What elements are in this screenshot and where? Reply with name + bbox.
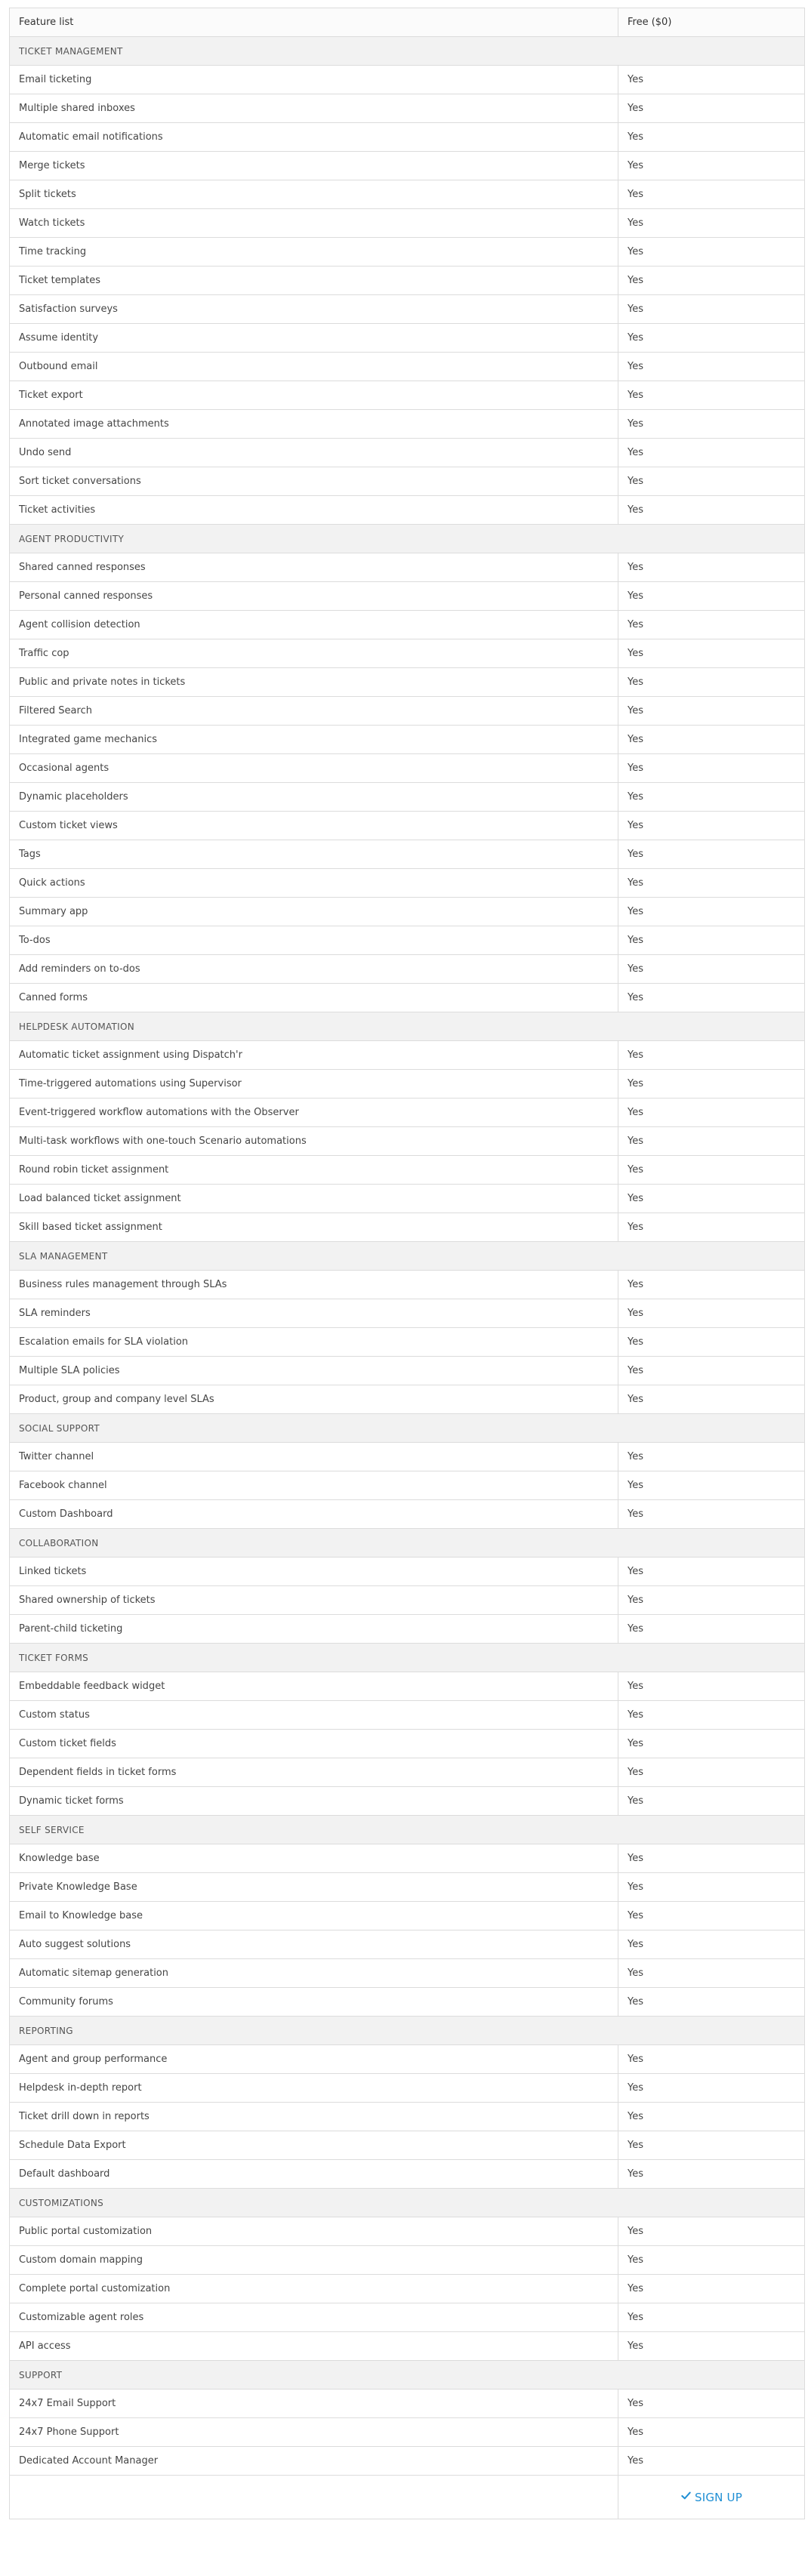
feature-row: [10, 697, 805, 726]
feature-name: Ticket drill down in reports: [10, 2103, 618, 2131]
feature-name: Canned forms: [10, 984, 618, 1012]
feature-name: Dependent fields in ticket forms: [10, 1758, 618, 1787]
pricing-table: [9, 8, 805, 2519]
section-row: [10, 1242, 805, 1271]
feature-value: Yes: [618, 1185, 805, 1213]
feature-value: Yes: [618, 496, 805, 525]
section-title: SOCIAL SUPPORT: [10, 1414, 805, 1443]
feature-value: Yes: [618, 1271, 805, 1299]
feature-name: Multi-task workflows with one-touch Scenario automations: [10, 1127, 618, 1156]
feature-row: [10, 1385, 805, 1414]
feature-row: [10, 439, 805, 467]
feature-row: [10, 1070, 805, 1098]
feature-value: Yes: [618, 467, 805, 496]
feature-value: Yes: [618, 639, 805, 668]
feature-name: Email ticketing: [10, 66, 618, 94]
section-title: SLA MANAGEMENT: [10, 1242, 805, 1271]
feature-row: [10, 1558, 805, 1586]
cta-row: [10, 2476, 805, 2519]
feature-name: Schedule Data Export: [10, 2131, 618, 2160]
feature-name: Merge tickets: [10, 152, 618, 180]
feature-name: Email to Knowledge base: [10, 1902, 618, 1930]
feature-name: API access: [10, 2332, 618, 2361]
feature-row: [10, 1586, 805, 1615]
feature-value: Yes: [618, 1701, 805, 1730]
feature-name: Twitter channel: [10, 1443, 618, 1471]
feature-value: Yes: [618, 2447, 805, 2476]
feature-name: Embeddable feedback widget: [10, 1672, 618, 1701]
cta-empty-cell: [10, 2476, 618, 2519]
feature-value: Yes: [618, 324, 805, 353]
feature-name: Automatic ticket assignment using Dispatch'r: [10, 1041, 618, 1070]
feature-value: Yes: [618, 754, 805, 783]
feature-value: Yes: [618, 1873, 805, 1902]
feature-row: [10, 152, 805, 180]
feature-name: Watch tickets: [10, 209, 618, 238]
feature-name: Shared ownership of tickets: [10, 1586, 618, 1615]
feature-name: Ticket export: [10, 381, 618, 410]
feature-name: Knowledge base: [10, 1844, 618, 1873]
feature-row: [10, 381, 805, 410]
cta-cell: [618, 2476, 805, 2519]
feature-value: Yes: [618, 2217, 805, 2246]
feature-name: Custom domain mapping: [10, 2246, 618, 2275]
section-row: [10, 525, 805, 553]
feature-value: Yes: [618, 1787, 805, 1816]
check-icon: [680, 2490, 692, 2504]
feature-value: Yes: [618, 1041, 805, 1070]
feature-name: Dedicated Account Manager: [10, 2447, 618, 2476]
feature-name: Ticket templates: [10, 267, 618, 295]
feature-value: Yes: [618, 94, 805, 123]
feature-row: [10, 238, 805, 267]
feature-value: Yes: [618, 1471, 805, 1500]
feature-value: Yes: [618, 1098, 805, 1127]
feature-name: Agent and group performance: [10, 2045, 618, 2074]
feature-row: [10, 467, 805, 496]
feature-name: Customizable agent roles: [10, 2303, 618, 2332]
feature-value: Yes: [618, 1328, 805, 1357]
feature-value: Yes: [618, 2303, 805, 2332]
section-title: TICKET MANAGEMENT: [10, 37, 805, 66]
feature-row: [10, 2303, 805, 2332]
section-title: REPORTING: [10, 2017, 805, 2045]
feature-value: Yes: [618, 180, 805, 209]
feature-row: [10, 66, 805, 94]
section-title: SUPPORT: [10, 2361, 805, 2390]
feature-value: Yes: [618, 2418, 805, 2447]
feature-name: To-dos: [10, 926, 618, 955]
feature-value: Yes: [618, 2275, 805, 2303]
section-row: [10, 1816, 805, 1844]
feature-value: Yes: [618, 1500, 805, 1529]
feature-row: [10, 123, 805, 152]
feature-value: Yes: [618, 209, 805, 238]
feature-value: Yes: [618, 267, 805, 295]
feature-name: Ticket activities: [10, 496, 618, 525]
feature-name: Auto suggest solutions: [10, 1930, 618, 1959]
feature-row: [10, 353, 805, 381]
feature-row: [10, 1873, 805, 1902]
feature-name: Escalation emails for SLA violation: [10, 1328, 618, 1357]
feature-value: Yes: [618, 1844, 805, 1873]
plan-column-header: Free ($0): [618, 8, 805, 37]
feature-value: Yes: [618, 1299, 805, 1328]
feature-value: Yes: [618, 1213, 805, 1242]
feature-value: Yes: [618, 1902, 805, 1930]
section-title: AGENT PRODUCTIVITY: [10, 525, 805, 553]
feature-name: Outbound email: [10, 353, 618, 381]
feature-row: [10, 869, 805, 898]
feature-value: Yes: [618, 611, 805, 639]
feature-value: Yes: [618, 2103, 805, 2131]
feature-row: [10, 2390, 805, 2418]
feature-name: Annotated image attachments: [10, 410, 618, 439]
section-row: [10, 1414, 805, 1443]
feature-column-header: Feature list: [10, 8, 618, 37]
feature-name: Integrated game mechanics: [10, 726, 618, 754]
feature-value: Yes: [618, 783, 805, 812]
feature-row: [10, 1959, 805, 1988]
feature-name: Automatic email notifications: [10, 123, 618, 152]
feature-row: [10, 94, 805, 123]
feature-row: [10, 1271, 805, 1299]
feature-name: Filtered Search: [10, 697, 618, 726]
feature-name: Traffic cop: [10, 639, 618, 668]
feature-row: [10, 324, 805, 353]
feature-name: 24x7 Email Support: [10, 2390, 618, 2418]
feature-row: [10, 209, 805, 238]
feature-row: [10, 1041, 805, 1070]
feature-value: Yes: [618, 1758, 805, 1787]
feature-name: Skill based ticket assignment: [10, 1213, 618, 1242]
feature-value: Yes: [618, 2045, 805, 2074]
feature-name: Quick actions: [10, 869, 618, 898]
feature-row: [10, 1758, 805, 1787]
sign-up-label: SIGN UP: [695, 2490, 742, 2504]
feature-row: [10, 2103, 805, 2131]
feature-row: [10, 2332, 805, 2361]
feature-row: [10, 1902, 805, 1930]
feature-name: Tags: [10, 840, 618, 869]
feature-row: [10, 1730, 805, 1758]
feature-value: Yes: [618, 812, 805, 840]
feature-name: SLA reminders: [10, 1299, 618, 1328]
feature-value: Yes: [618, 926, 805, 955]
feature-name: Occasional agents: [10, 754, 618, 783]
feature-name: Multiple shared inboxes: [10, 94, 618, 123]
feature-name: Add reminders on to-dos: [10, 955, 618, 984]
feature-name: Round robin ticket assignment: [10, 1156, 618, 1185]
feature-value: Yes: [618, 295, 805, 324]
table-header-row: [10, 8, 805, 37]
feature-value: Yes: [618, 1672, 805, 1701]
feature-value: Yes: [618, 410, 805, 439]
feature-value: Yes: [618, 2074, 805, 2103]
section-row: [10, 2189, 805, 2217]
feature-name: Multiple SLA policies: [10, 1357, 618, 1385]
feature-name: Sort ticket conversations: [10, 467, 618, 496]
feature-name: Public and private notes in tickets: [10, 668, 618, 697]
feature-name: Custom status: [10, 1701, 618, 1730]
feature-row: [10, 2447, 805, 2476]
feature-name: Business rules management through SLAs: [10, 1271, 618, 1299]
feature-row: [10, 726, 805, 754]
feature-name: Custom ticket fields: [10, 1730, 618, 1758]
feature-row: [10, 898, 805, 926]
feature-row: [10, 1787, 805, 1816]
feature-row: [10, 611, 805, 639]
feature-row: [10, 1615, 805, 1644]
feature-value: Yes: [618, 2131, 805, 2160]
feature-row: [10, 1299, 805, 1328]
feature-row: [10, 1328, 805, 1357]
feature-name: Helpdesk in-depth report: [10, 2074, 618, 2103]
feature-value: Yes: [618, 1443, 805, 1471]
feature-name: Parent-child ticketing: [10, 1615, 618, 1644]
section-row: [10, 2361, 805, 2390]
feature-name: Shared canned responses: [10, 553, 618, 582]
feature-row: [10, 2418, 805, 2447]
feature-row: [10, 639, 805, 668]
feature-row: [10, 180, 805, 209]
feature-name: Complete portal customization: [10, 2275, 618, 2303]
feature-value: Yes: [618, 1730, 805, 1758]
feature-name: Community forums: [10, 1988, 618, 2017]
feature-row: [10, 2074, 805, 2103]
feature-name: Public portal customization: [10, 2217, 618, 2246]
feature-name: Private Knowledge Base: [10, 1873, 618, 1902]
feature-row: [10, 2275, 805, 2303]
feature-name: Split tickets: [10, 180, 618, 209]
feature-row: [10, 2217, 805, 2246]
feature-name: Automatic sitemap generation: [10, 1959, 618, 1988]
section-title: COLLABORATION: [10, 1529, 805, 1558]
section-row: [10, 1529, 805, 1558]
feature-row: [10, 410, 805, 439]
section-title: TICKET FORMS: [10, 1644, 805, 1672]
feature-name: Custom ticket views: [10, 812, 618, 840]
section-title: HELPDESK AUTOMATION: [10, 1012, 805, 1041]
feature-value: Yes: [618, 2246, 805, 2275]
feature-value: Yes: [618, 697, 805, 726]
feature-row: [10, 1185, 805, 1213]
feature-name: Personal canned responses: [10, 582, 618, 611]
feature-row: [10, 1357, 805, 1385]
feature-value: Yes: [618, 1070, 805, 1098]
feature-value: Yes: [618, 123, 805, 152]
feature-name: Product, group and company level SLAs: [10, 1385, 618, 1414]
feature-value: Yes: [618, 582, 805, 611]
feature-value: Yes: [618, 1127, 805, 1156]
feature-name: Agent collision detection: [10, 611, 618, 639]
feature-row: [10, 1098, 805, 1127]
feature-value: Yes: [618, 726, 805, 754]
section-title: SELF SERVICE: [10, 1816, 805, 1844]
section-row: [10, 1644, 805, 1672]
feature-row: [10, 1701, 805, 1730]
feature-row: [10, 1213, 805, 1242]
feature-row: [10, 1127, 805, 1156]
feature-name: Undo send: [10, 439, 618, 467]
feature-row: [10, 1471, 805, 1500]
feature-row: [10, 1156, 805, 1185]
feature-value: Yes: [618, 238, 805, 267]
feature-value: Yes: [618, 1558, 805, 1586]
feature-name: Load balanced ticket assignment: [10, 1185, 618, 1213]
feature-value: Yes: [618, 439, 805, 467]
feature-name: Time-triggered automations using Supervisor: [10, 1070, 618, 1098]
feature-name: Facebook channel: [10, 1471, 618, 1500]
feature-row: [10, 496, 805, 525]
feature-row: [10, 1500, 805, 1529]
feature-name: Satisfaction surveys: [10, 295, 618, 324]
feature-row: [10, 783, 805, 812]
feature-value: Yes: [618, 1385, 805, 1414]
feature-name: 24x7 Phone Support: [10, 2418, 618, 2447]
feature-row: [10, 840, 805, 869]
feature-value: Yes: [618, 152, 805, 180]
feature-row: [10, 926, 805, 955]
feature-value: Yes: [618, 869, 805, 898]
feature-row: [10, 1930, 805, 1959]
feature-value: Yes: [618, 1586, 805, 1615]
feature-value: Yes: [618, 353, 805, 381]
feature-name: Dynamic placeholders: [10, 783, 618, 812]
feature-row: [10, 1988, 805, 2017]
feature-name: Event-triggered workflow automations with the Observer: [10, 1098, 618, 1127]
section-title: CUSTOMIZATIONS: [10, 2189, 805, 2217]
feature-row: [10, 754, 805, 783]
feature-row: [10, 267, 805, 295]
feature-value: Yes: [618, 1615, 805, 1644]
feature-value: Yes: [618, 381, 805, 410]
sign-up-button[interactable]: [680, 2490, 742, 2504]
feature-value: Yes: [618, 668, 805, 697]
feature-name: Time tracking: [10, 238, 618, 267]
feature-name: Summary app: [10, 898, 618, 926]
feature-row: [10, 2045, 805, 2074]
feature-value: Yes: [618, 2390, 805, 2418]
section-row: [10, 2017, 805, 2045]
feature-value: Yes: [618, 1156, 805, 1185]
feature-row: [10, 2160, 805, 2189]
feature-value: Yes: [618, 1930, 805, 1959]
feature-row: [10, 2131, 805, 2160]
feature-value: Yes: [618, 66, 805, 94]
feature-row: [10, 984, 805, 1012]
feature-value: Yes: [618, 1357, 805, 1385]
feature-row: [10, 295, 805, 324]
section-row: [10, 37, 805, 66]
feature-value: Yes: [618, 1988, 805, 2017]
feature-row: [10, 553, 805, 582]
feature-value: Yes: [618, 955, 805, 984]
feature-row: [10, 955, 805, 984]
feature-value: Yes: [618, 898, 805, 926]
feature-row: [10, 812, 805, 840]
feature-row: [10, 1844, 805, 1873]
feature-name: Assume identity: [10, 324, 618, 353]
feature-value: Yes: [618, 984, 805, 1012]
feature-value: Yes: [618, 2160, 805, 2189]
feature-value: Yes: [618, 1959, 805, 1988]
feature-name: Custom Dashboard: [10, 1500, 618, 1529]
feature-row: [10, 1672, 805, 1701]
feature-row: [10, 582, 805, 611]
feature-row: [10, 668, 805, 697]
feature-name: Default dashboard: [10, 2160, 618, 2189]
feature-row: [10, 1443, 805, 1471]
feature-name: Linked tickets: [10, 1558, 618, 1586]
feature-value: Yes: [618, 840, 805, 869]
feature-value: Yes: [618, 553, 805, 582]
feature-row: [10, 2246, 805, 2275]
section-row: [10, 1012, 805, 1041]
feature-value: Yes: [618, 2332, 805, 2361]
feature-name: Dynamic ticket forms: [10, 1787, 618, 1816]
